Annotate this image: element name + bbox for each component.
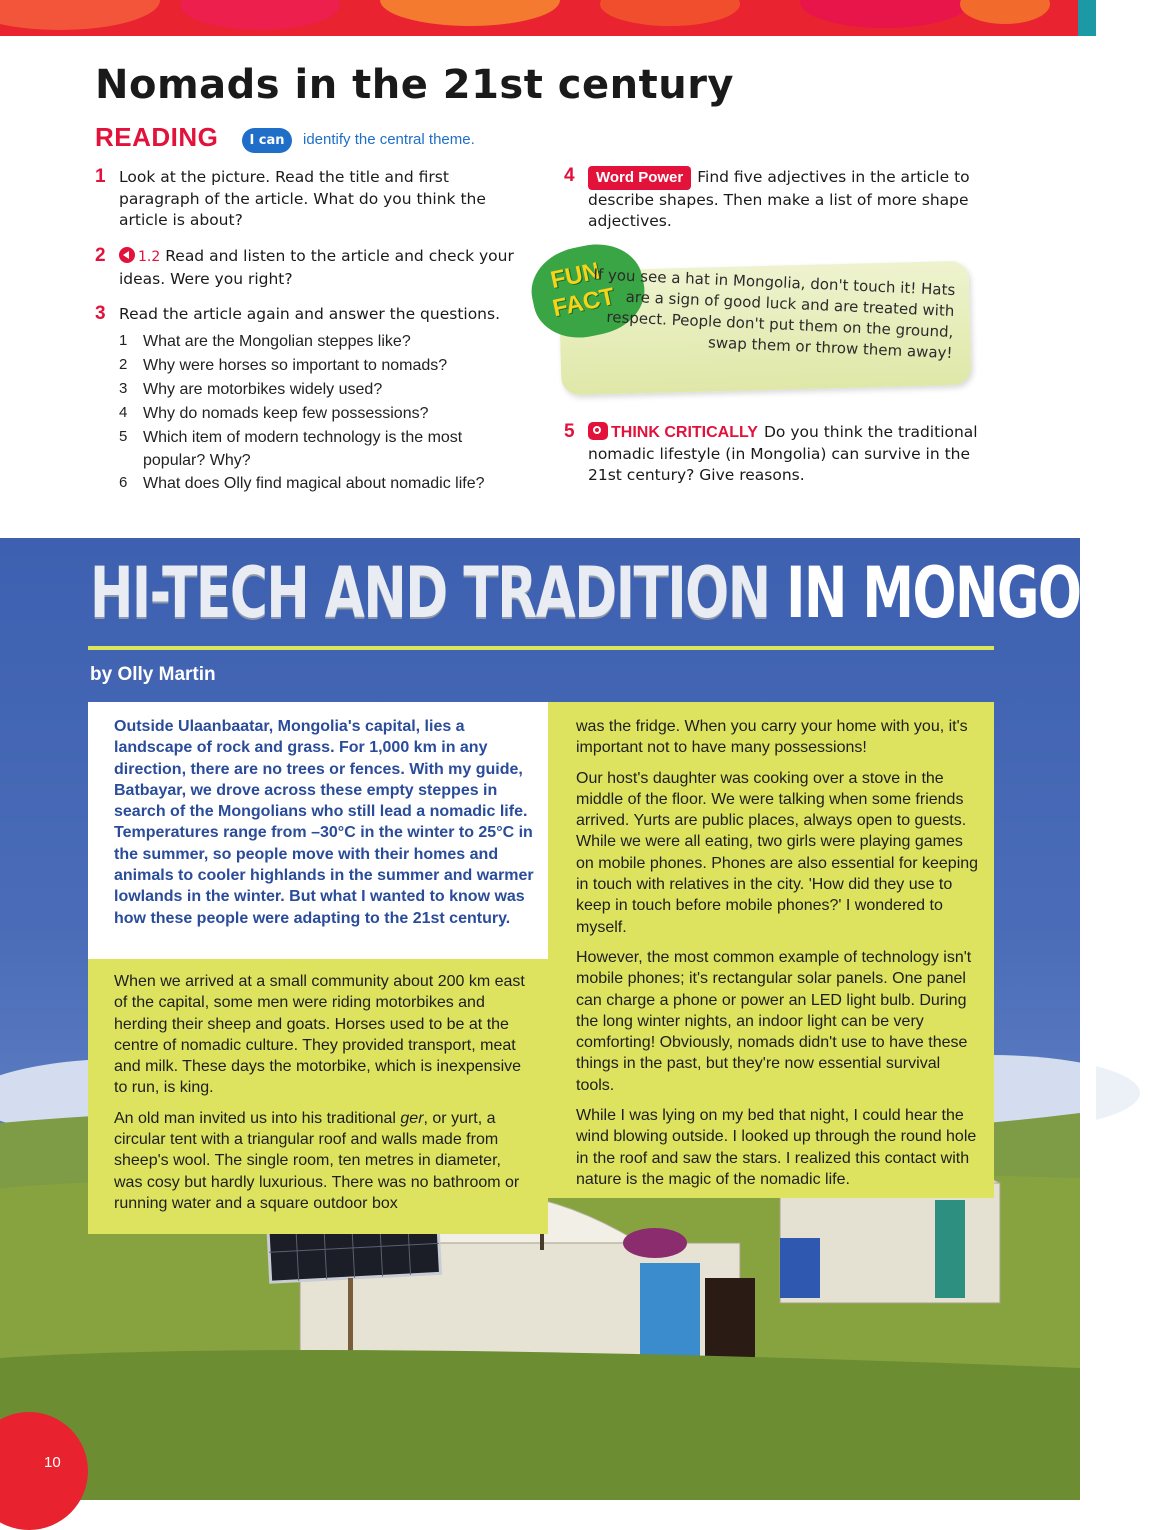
task-number: 5 [564, 421, 575, 442]
article-paragraph: was the fridge. When you carry your home with you, it's important not to have many possessions! [576, 718, 968, 757]
section-label: READING [95, 122, 219, 152]
page-number: 10 [44, 1454, 61, 1471]
article-headline [90, 552, 1168, 634]
paragraph-italic: ger [400, 1109, 424, 1127]
audio-ref: 1.2 [138, 249, 161, 265]
left-column-text [114, 971, 532, 1223]
question-text: Why were horses so important to nomads? [143, 357, 448, 374]
ican-badge: I can [242, 128, 292, 153]
question-number: 3 [119, 380, 128, 397]
fun-fact-text: If you see a hat in Mongolia, don't touch it! Hats are a sign of good luck and are treated with respect. People don't put them on the ground, swap them or throw them away! [593, 265, 956, 363]
article-paragraph: However, the most common example of technology isn't mobile phones; it's rectangular solar panels. One panel can charge a phone or power an LED light bulb. During the long winter nights, an indoor light can be very comforting! Obviously, nomads didn't use to have these things in the past, but they're now essential survival tools. [576, 948, 972, 1094]
article-paragraph: Our host's daughter was cooking over a stove in the middle of the floor. We were talking when some friends arrived. Yurts are public places, always open to guests. While we were all eating, two girls were playing games on mobile phones. Phones are also essential for keeping in touch with relatives in the city. 'How did they use to keep in touch before mobile phones?' I wondered to myself. [576, 769, 979, 936]
headline-underline [88, 646, 994, 650]
task-number: 1 [95, 166, 106, 187]
page-margin [1080, 538, 1096, 1500]
task-number: 4 [564, 165, 575, 186]
think-critically-label: THINK CRITICALLY [611, 424, 758, 441]
page-title: Nomads in the 21st century [95, 62, 734, 108]
fun-fact-word: FACT [550, 282, 618, 323]
question-number: 4 [119, 404, 128, 421]
question-number: 2 [119, 356, 128, 373]
right-strip [1078, 0, 1096, 36]
task-text-body: Do you think the traditional nomadic lifestyle (in Mongolia) can survive in the 21st century? Give reasons. [588, 423, 978, 484]
task-text-body: Read and listen to the article and check your ideas. Were you right? [119, 247, 514, 288]
audio-icon[interactable] [119, 247, 135, 263]
article-byline: by Olly Martin [90, 664, 216, 685]
article-paragraph: While I was lying on my bed that night, I could hear the wind blowing outside. I looked up through the round hole in the roof and saw the stars. I realized this contact with nature is the magic of the nomadic life. [576, 1107, 977, 1188]
headline-part-1: HI-TECH AND TRADITION [90, 552, 770, 634]
word-power-label: Word Power [588, 166, 691, 190]
fun-fact-word: FUN [548, 257, 603, 295]
question-text: What are the Mongolian steppes like? [143, 333, 411, 350]
right-column-text [576, 716, 980, 1199]
ican-text: identify the central theme. [303, 131, 475, 148]
question-number: 1 [119, 332, 128, 349]
question-text: Why do nomads keep few possessions? [143, 405, 429, 422]
paragraph-segment: , or yurt, a circular tent with a triangular roof and walls made from sheep's wool. The single room, ten metres in diameter, was cosy but hardly luxurious. There was no bathroom or running water and a square outdoor box [114, 1109, 520, 1212]
question-number: 5 [119, 428, 128, 445]
task-text [588, 422, 988, 487]
question-text: What does Olly find magical about nomadic life? [143, 475, 485, 492]
think-critically-icon [588, 422, 608, 440]
task-text-body: Find five adjectives in the article to describe shapes. Then make a list of more shape adjectives. [588, 168, 970, 230]
task-text: Read the article again and answer the questions. [119, 305, 501, 323]
task-text [119, 246, 519, 290]
task-number: 2 [95, 245, 106, 266]
paragraph-segment: An old man invited us into his traditional [114, 1109, 401, 1127]
question-text: Which item of modern technology is the most popular? Why? [143, 429, 463, 469]
question-number: 6 [119, 474, 128, 491]
task-number: 3 [95, 303, 106, 324]
intro-paragraph: Outside Ulaanbaatar, Mongolia's capital, lies a landscape of rock and grass. For 1,000 km in any direction, there are no trees or fences. With my guide, Batbayar, we drove across these empty steppes in search of the Mongolians who still lead a nomadic life. Temperatures range from –30°C in the winter to 25°C in the summer, so people move with their homes and animals to cooler highlands in the summer and warmer lowlands in the winter. But what I wanted to know was how these people were adapting to the 21st century. [114, 718, 534, 927]
question-text: Why are motorbikes widely used? [143, 381, 383, 398]
top-banner [0, 0, 1080, 36]
task-text: Look at the picture. Read the title and first paragraph of the article. What do you think the article is about? [119, 168, 486, 229]
task-text [588, 166, 988, 233]
headline-part-2: IN MONGOLIA [786, 552, 1168, 634]
article-paragraph: When we arrived at a small community about 200 km east of the capital, some men were riding motorbikes and herding their sheep and goats. Horses used to be at the centre of nomadic culture. They provided transport, meat and milk. These days the motorbike, which is inexpensive to run, is king. [114, 973, 525, 1097]
article-paragraph [114, 1108, 532, 1214]
